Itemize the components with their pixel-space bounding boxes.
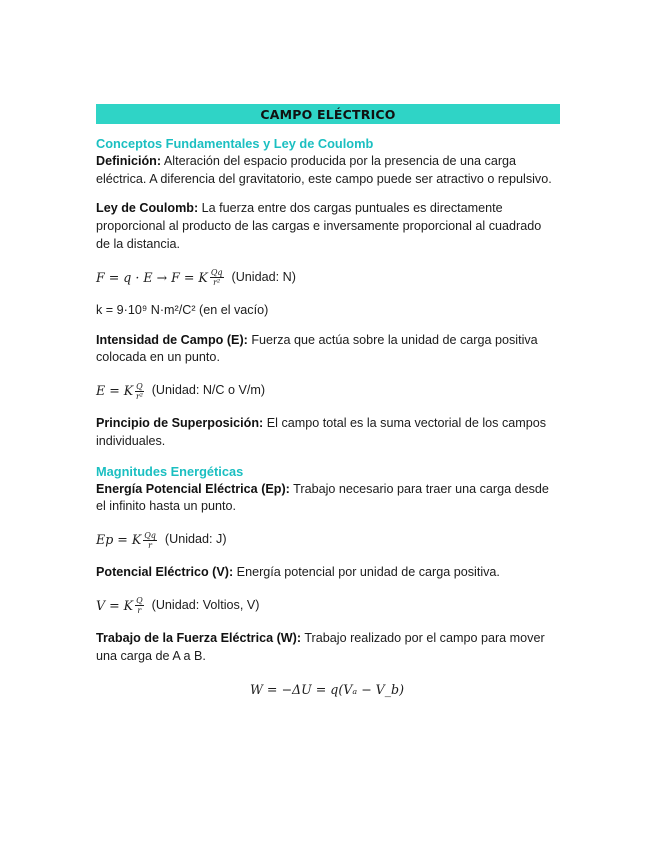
formula-intensidad-lhs: E = K <box>96 383 134 399</box>
formula-trabajo <box>96 678 558 702</box>
formula-potencial-lhs: V = K <box>96 598 134 614</box>
paragraph-intensidad <box>96 332 558 368</box>
formula-energia-lhs: Ep = K <box>96 532 142 548</box>
page-title: CAMPO ELÉCTRICO <box>260 106 396 122</box>
term-superposicion: Principio de Superposición: <box>96 416 264 431</box>
formula-coulomb-lhs: F = q · E → F = K <box>96 269 208 285</box>
superposicion-text: El campo total es la suma vectorial de los campos individuales. <box>96 416 547 448</box>
term-trabajo: Trabajo de la Fuerza Eléctrica (W): <box>96 630 302 645</box>
potencial-text: Energía potencial por unidad de carga positiva. <box>233 565 500 580</box>
term-definicion: Definición: <box>96 153 162 168</box>
formula-intensidad-fraction <box>135 382 144 401</box>
term-potencial: Potencial Eléctrico (V): <box>96 565 234 580</box>
energia-text: Trabajo necesario para traer una carga desde el infinito hasta un punto. <box>96 481 549 514</box>
fraction-denominator: r² <box>213 278 221 288</box>
section-heading-magnitudes: Magnitudes Energéticas <box>96 463 244 479</box>
formula-coulomb-fraction <box>210 268 224 287</box>
fraction-denominator: r <box>148 540 152 550</box>
formula-trabajo-expression: W = −ΔU = q(Vₐ − V_b) <box>249 681 405 697</box>
formula-intensidad-unit: (Unidad: N/C o V/m) <box>151 383 266 398</box>
paragraph-potencial <box>96 564 558 582</box>
term-energia: Energía Potencial Eléctrica (Ep): <box>96 481 290 496</box>
fraction-denominator: r <box>137 606 142 616</box>
coulomb-text: La fuerza entre dos cargas puntuales es directamente proporcional al producto de las cargas e inversamente proporcional al cuadrado de la distancia. <box>96 201 542 251</box>
paragraph-superposicion <box>96 415 558 451</box>
term-coulomb: Ley de Coulomb: <box>96 201 199 216</box>
formula-intensidad <box>96 379 558 403</box>
title-banner <box>96 104 560 124</box>
paragraph-coulomb <box>96 200 558 253</box>
formula-energia-unit: (Unidad: J) <box>164 532 227 547</box>
fraction-numerator: Q <box>136 381 143 391</box>
formula-potencial <box>96 594 558 618</box>
paragraph-definicion <box>96 153 558 189</box>
term-intensidad: Intensidad de Campo (E): <box>96 332 248 347</box>
fraction-numerator: Qq <box>144 530 156 540</box>
formula-coulomb-unit: (Unidad: N) <box>231 269 296 284</box>
paragraph-trabajo <box>96 630 558 666</box>
intensidad-text: Fuerza que actúa sobre la unidad de carga positiva colocada en un punto. <box>96 332 538 365</box>
formula-coulomb <box>96 266 558 290</box>
formula-potencial-unit: (Unidad: Voltios, V) <box>151 598 260 613</box>
trabajo-text: Trabajo realizado por el campo para mover una carga de A a B. <box>96 630 545 663</box>
constant-k: k = 9·10⁹ N·m²/C² (en el vacío) <box>96 302 269 317</box>
document-content <box>96 135 558 702</box>
paragraph-energia <box>96 481 558 517</box>
formula-energia <box>96 528 558 552</box>
fraction-denominator: r² <box>135 391 143 401</box>
formula-potencial-fraction <box>135 596 144 615</box>
definicion-text: Alteración del espacio producida por la presencia de una carga eléctrica. A diferencia del gravitatorio, este campo puede ser atractivo o repulsivo. <box>96 153 552 186</box>
formula-energia-fraction <box>143 531 157 550</box>
fraction-numerator: Qq <box>210 268 223 278</box>
section-heading-conceptos: Conceptos Fundamentales y Ley de Coulomb <box>96 136 374 151</box>
fraction-numerator: Q <box>136 596 143 606</box>
